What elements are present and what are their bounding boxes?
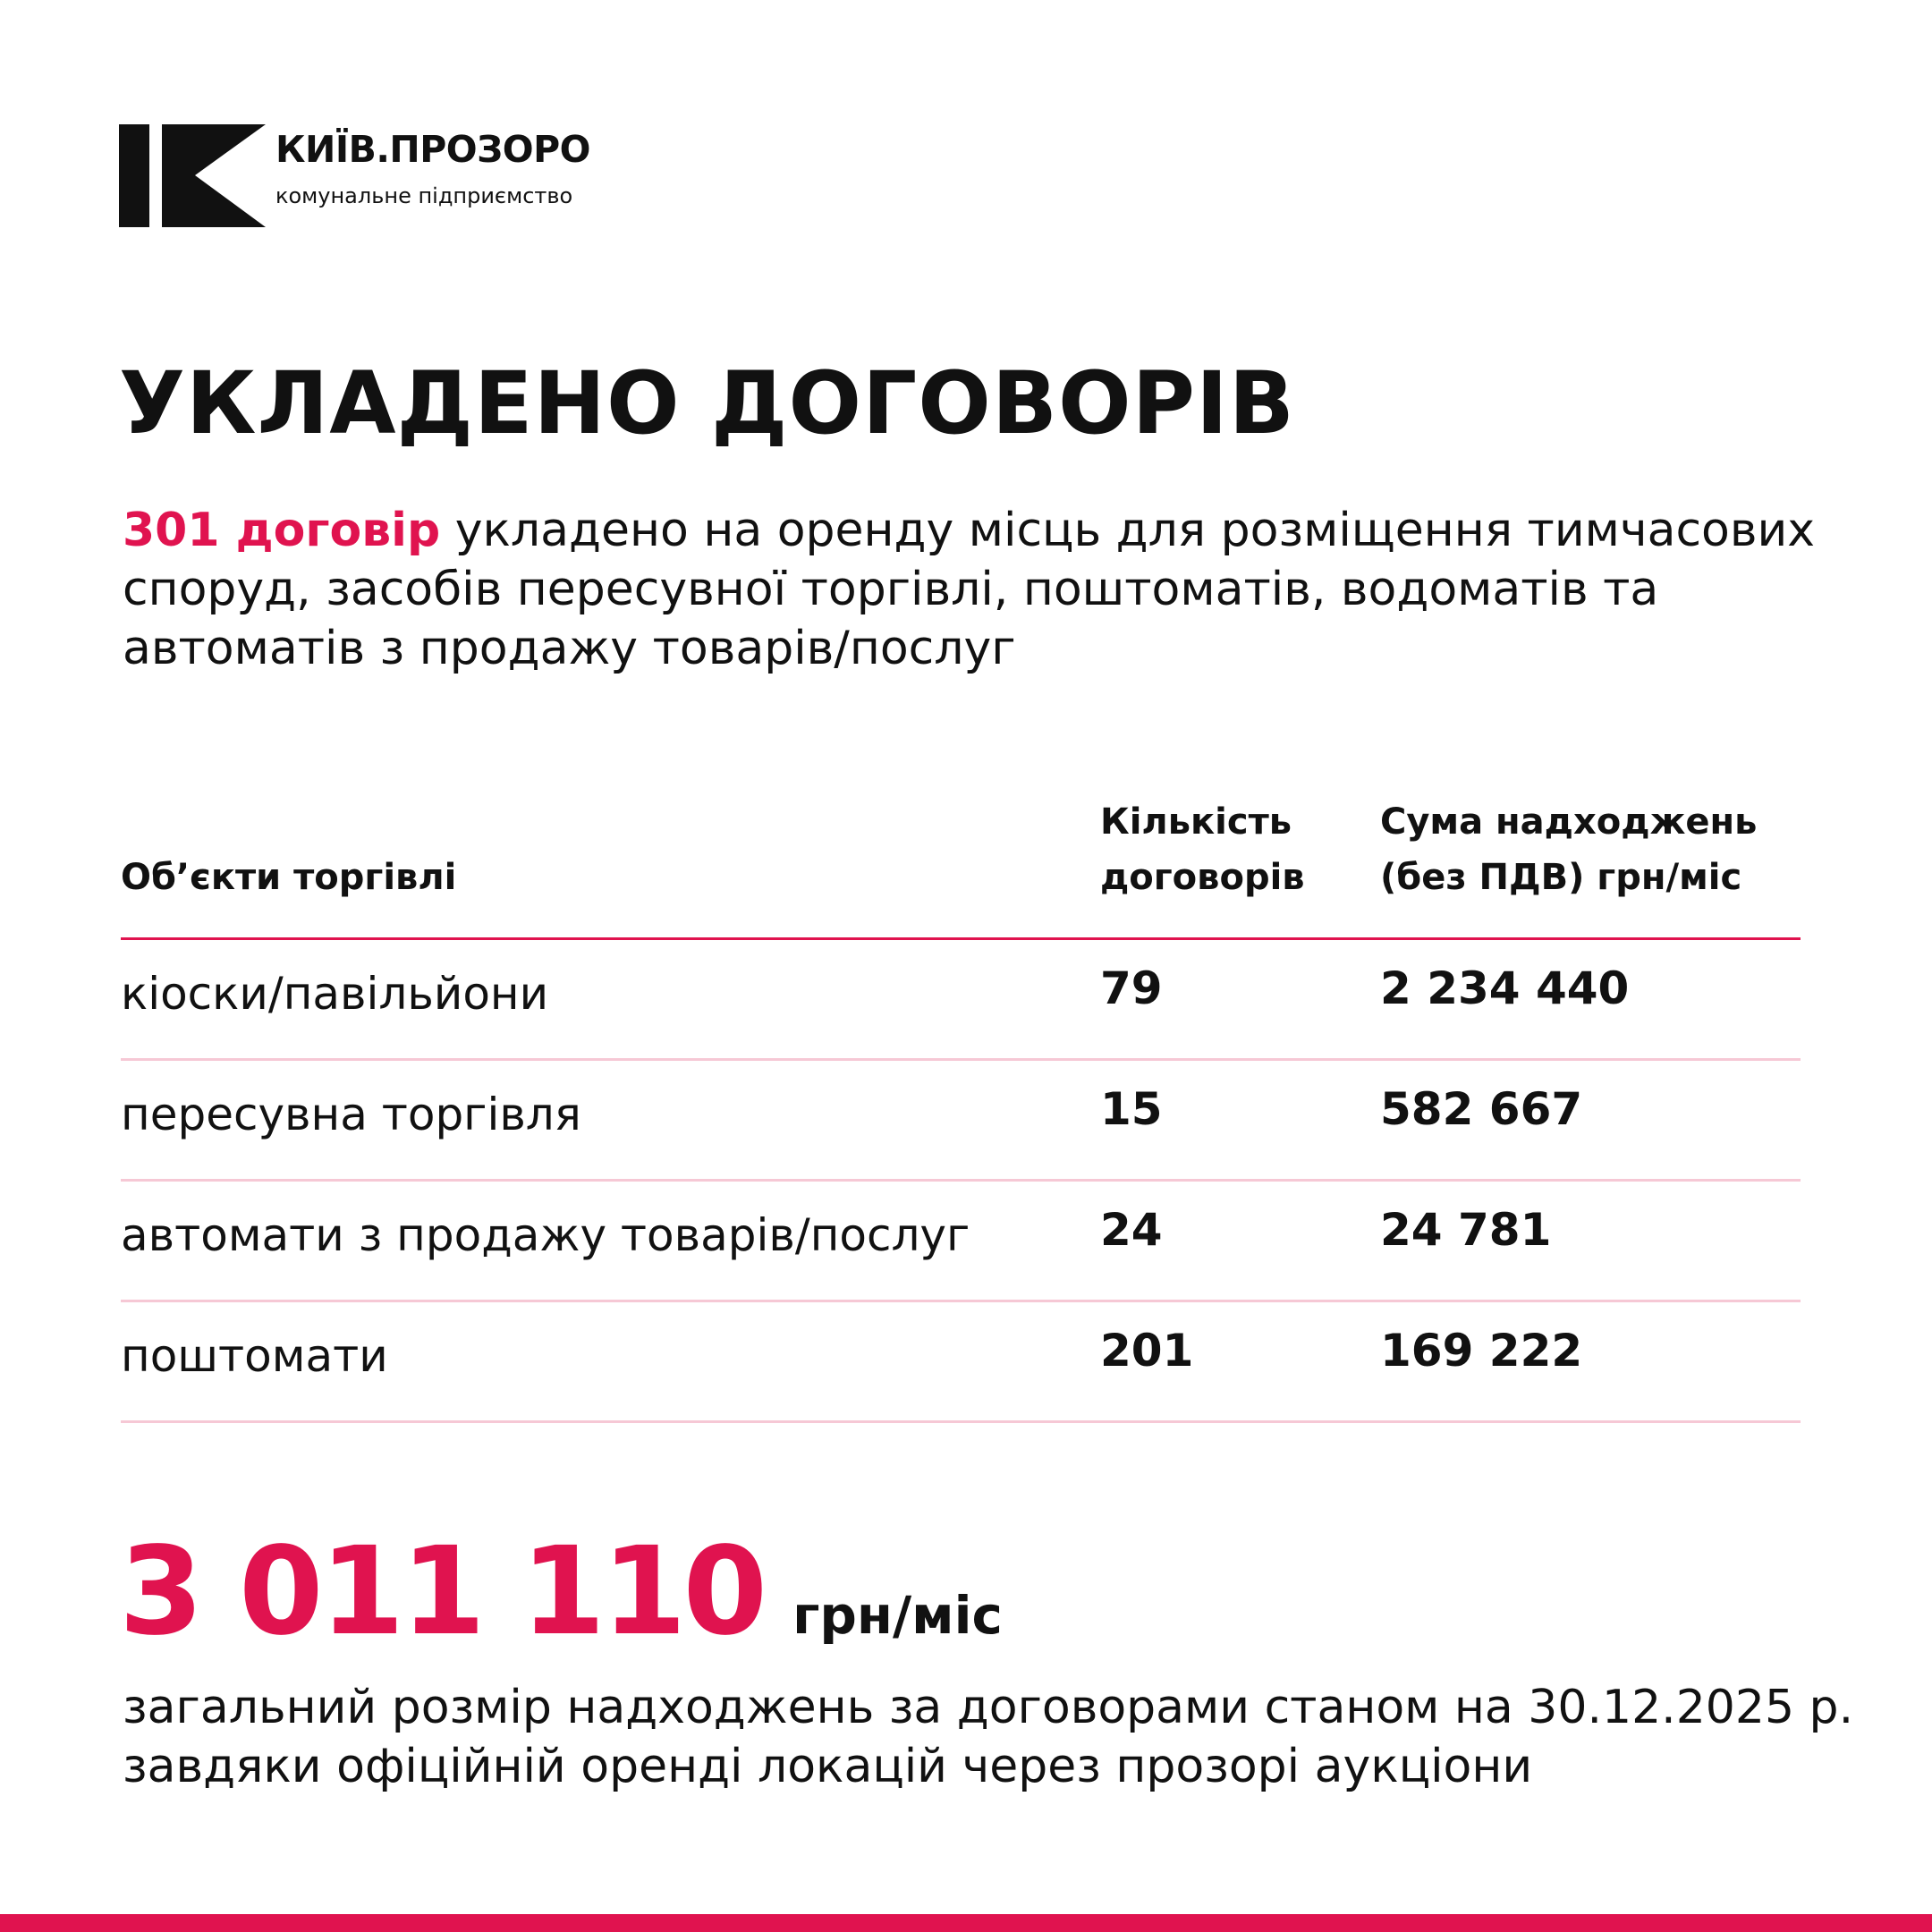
header-sum: Сума надходжень (без ПДВ) грн/міс bbox=[1380, 801, 1758, 898]
total-value: 3 011 110 bbox=[119, 1521, 765, 1663]
k-logo-icon bbox=[119, 124, 266, 227]
intro-paragraph bbox=[123, 501, 1902, 678]
brand-subtitle: комунальне підприємство bbox=[275, 183, 573, 208]
brand-logo bbox=[119, 124, 624, 227]
row-count: 15 bbox=[1100, 1083, 1163, 1135]
header-count: Кількість договорів bbox=[1100, 801, 1305, 898]
table-header bbox=[121, 792, 1801, 940]
row-count: 79 bbox=[1100, 962, 1163, 1014]
contracts-table bbox=[121, 792, 1801, 1423]
row-sum: 24 781 bbox=[1380, 1204, 1552, 1256]
table-row bbox=[121, 1061, 1801, 1182]
table-row bbox=[121, 940, 1801, 1061]
row-name: автомати з продажу товарів/послуг bbox=[121, 1209, 970, 1261]
row-name: пересувна торгівля bbox=[121, 1089, 581, 1140]
table-row bbox=[121, 1302, 1801, 1423]
total-description: загальний розмір надходжень за договорами станом на 30.12.2025 р. завдяки офіційній оренді локацій через прозорі аукціони bbox=[123, 1681, 1854, 1793]
brand-name: КИЇВ.ПРОЗОРО bbox=[275, 128, 591, 171]
total-unit: грн/міс bbox=[792, 1585, 1003, 1646]
row-sum: 582 667 bbox=[1380, 1083, 1583, 1135]
table-row bbox=[121, 1182, 1801, 1302]
intro-text: укладено на оренду місць для розміщення тимчасових споруд, засобів пересувної торгівлі, поштоматів, водоматів та автоматів з продажу товарів/послуг bbox=[123, 504, 1816, 675]
total-revenue bbox=[119, 1521, 1003, 1664]
row-name: поштомати bbox=[121, 1330, 388, 1382]
row-count: 201 bbox=[1100, 1325, 1194, 1377]
page-title: УКЛАДЕНО ДОГОВОРІВ bbox=[119, 353, 1295, 453]
row-name: кіоски/павільйони bbox=[121, 968, 549, 1020]
row-count: 24 bbox=[1100, 1204, 1163, 1256]
header-objects: Об’єкти торгівлі bbox=[121, 857, 457, 898]
row-sum: 169 222 bbox=[1380, 1325, 1583, 1377]
intro-highlight: 301 договір bbox=[123, 504, 441, 557]
bottom-accent-bar bbox=[0, 1914, 1932, 1932]
row-sum: 2 234 440 bbox=[1380, 962, 1630, 1014]
